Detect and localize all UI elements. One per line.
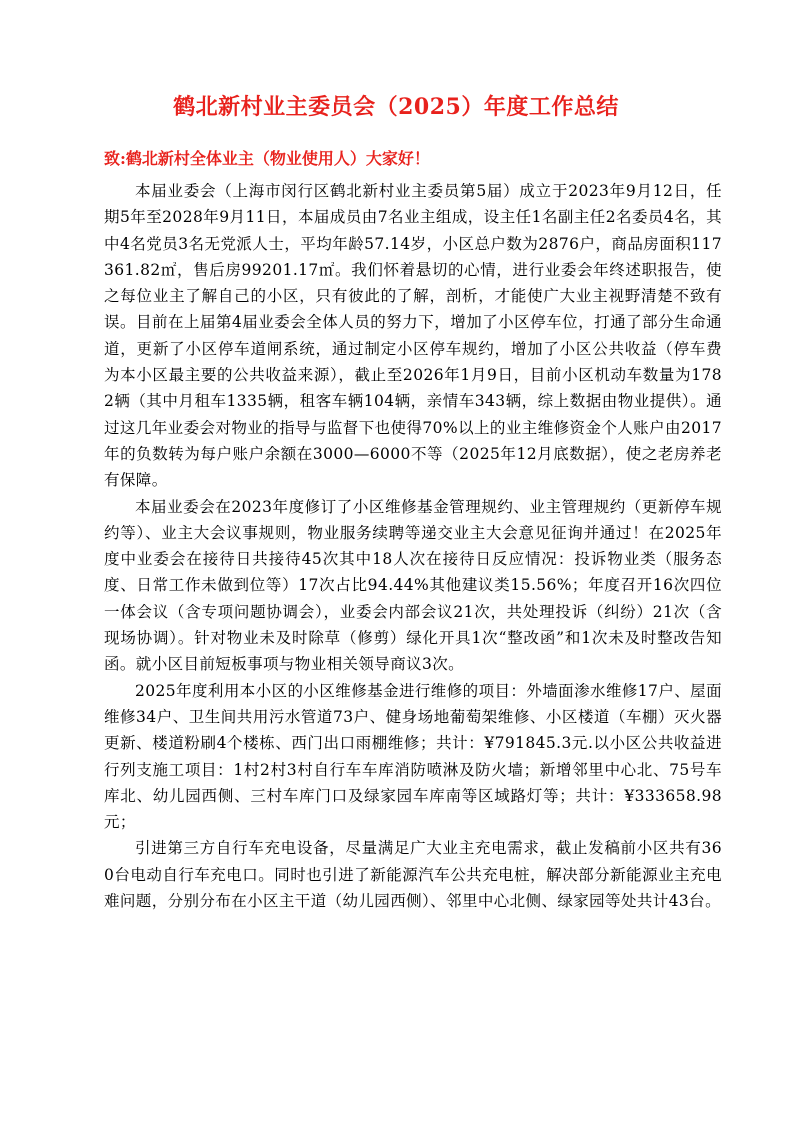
paragraph-rules-and-complaints: 本届业委会在2023年度修订了小区维修基金管理规约、业主管理规约（更新停车规约等）、业主大会议事规则，物业服务续聘等递交业主大会意见征询并通过！在2025年度中业委会在接待日共接待45次其中18人次在接待日反应情况：投诉物业类（服务态度、日常工作未做到位等）17次占比94.44%其他建议类15.56%；年度召开16次四位一体会议（含专项问题协调会），业委会内部会议21次，共处理投诉（纠纷）21次（含现场协调）。针对物业未及时除草（修剪）绿化开具1次“整改函”和1次未及时整改告知函。就小区目前短板事项与物业相关领导商议3次。 (104, 497, 722, 674)
document-body (104, 178, 722, 914)
greeting-line: 致:鹤北新村全体业主（物业使用人）大家好！ (104, 149, 430, 168)
paragraph-committee-overview: 本届业委会（上海市闵行区鹤北新村业主委员第5届）成立于2023年9月12日，任期5年至2028年9月11日，本届成员由7名业主组成，设主任1名副主任2名委员4名，其中4名党员3名无党派人士，平均年龄57.14岁，小区总户数为2876户，商品房面积117361.82㎡，售后房99201.17㎡。我们怀着悬切的心情，进行业委会年终述职报告，使之每位业主了解自己的小区，只有彼此的了解，剖析，才能使广大业主视野清楚不致有误。目前在上届第4届业委会全体人员的努力下，增加了小区停车位，打通了部分生命通道，更新了小区停车道闸系统，通过制定小区停车规约，增加了小区公共收益（停车费为本小区最主要的公共收益来源），截止至2026年1月9日，目前小区机动车数量为1782辆（其中月租车1335辆，租客车辆104辆，亲情车343辆，综上数据由物业提供）。通过这几年业委会对物业的指导与监督下也使得70%以上的业主维修资金个人账户由2017年的负数转为每户账户余额在3000—6000不等（2025年12月底数据），使之老房养老有保障。 (104, 182, 722, 490)
document-title: 鹤北新村业主委员会（2025）年度工作总结 (173, 94, 619, 120)
paragraph-maintenance-projects: 2025年度利用本小区的小区维修基金进行维修的项目：外墙面渗水维修17户、屋面维修34户、卫生间共用污水管道73户、健身场地葡萄架维修、小区楼道（车棚）灭火器更新、楼道粉刷4个楼栋、西门出口雨棚维修；共计：¥791845.3元.以小区公共收益进行列支施工项目：1村2村3村自行车车库消防喷淋及防火墙；新增邻里中心北、75号车库北、幼儿园西侧、三村车库门口及绿家园车库南等区域路灯等；共计：¥333658.98元； (104, 681, 722, 832)
paragraph-charging-facilities: 引进第三方自行车充电设备，尽量满足广大业主充电需求，截止发稿前小区共有360台电动自行车充电口。同时也引进了新能源汽车公共充电桩，解决部分新能源业主充电难问题，分别分布在小区主干道（幼儿园西侧）、邻里中心北侧、绿家园等处共计43台。 (104, 839, 722, 911)
